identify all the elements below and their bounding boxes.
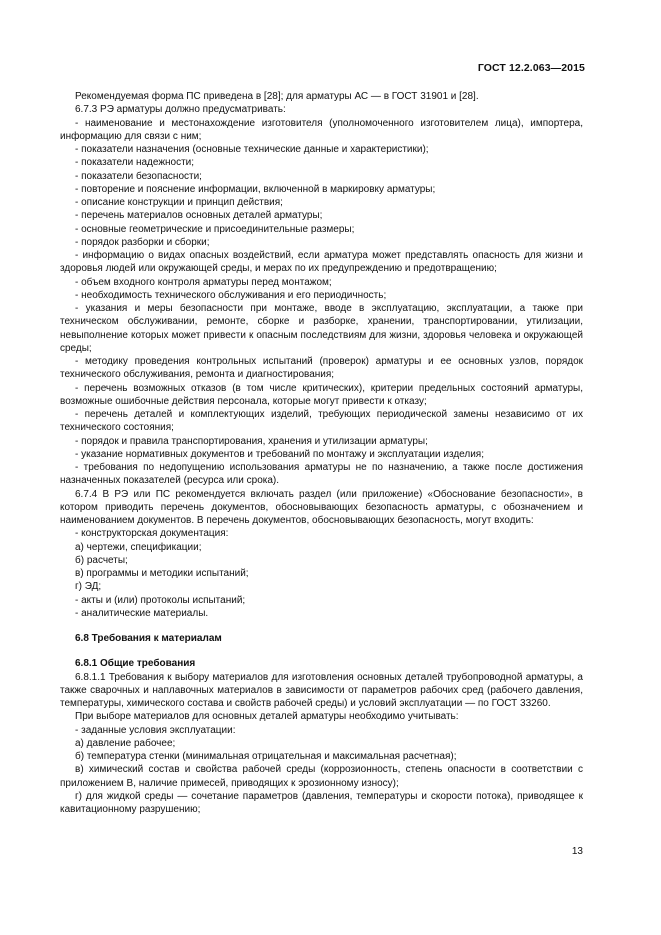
list-item: г) для жидкой среды — сочетание параметров (давления, температуры и скорости потока), приводящее к кавитационному разрушению;	[60, 790, 583, 815]
list-item: - указание нормативных документов и требований по монтажу и эксплуатации изделия;	[75, 448, 484, 460]
list-item: б) температура стенки (минимальная отрицательная и максимальная расчетная);	[75, 751, 457, 762]
list-item: - повторение и пояснение информации, включенной в маркировку арматуры;	[75, 183, 436, 195]
list-item: - перечень материалов основных деталей арматуры;	[75, 210, 323, 222]
list-item: - основные геометрические и присоединительные размеры;	[75, 223, 355, 235]
list-item: - информацию о видах опасных воздействий, если арматура может представлять опасность для жизни и здоровья людей или окружающей среды, и мерах по их предупреждению и предотвращению;	[60, 250, 583, 275]
page-number: 13	[571, 846, 583, 857]
paragraph: 6.7.4 В РЭ или ПС рекомендуется включать раздел (или приложение) «Обоснование безопасности», в котором приводить перечень документов, обосновывающих безопасность арматуры, с обозначением и наименованием документов. В перечень документов, обосновывающих безопасность, могут входить:	[60, 488, 583, 526]
list-item: - порядок и правила транспортирования, хранения и утилизации арматуры;	[75, 435, 428, 447]
paragraph: При выборе материалов для основных деталей арматуры необходимо учитывать:	[75, 711, 459, 723]
list-item: - порядок разборки и сборки;	[75, 236, 210, 248]
section-heading: 6.8 Требования к материалам	[75, 633, 222, 644]
list-item: в) химический состав и свойства рабочей среды (коррозионность, степень опасности в соответствии с приложением В, наличие примесей, приводящих к эрозионному износу);	[60, 764, 583, 789]
list-item: - конструкторская документация:	[75, 528, 229, 540]
list-item: - перечень возможных отказов (в том числе критических), критерии предельных состояний арматуры, возможные ошибочные действия персонала, которые могут привести к отказу;	[60, 382, 583, 407]
list-item: а) чертежи, спецификации;	[75, 541, 202, 553]
list-item: - указания и меры безопасности при монтаже, вводе в эксплуатацию, эксплуатации, а также при техническом обслуживании, ремонте, сборке и разборке, хранении, транспортировании, утилизации, невыполнение которых может привести к опасным последствиям для жизни, здоровья человека и окружающей среды;	[60, 303, 583, 354]
list-item: - необходимость технического обслуживания и его периодичность;	[75, 289, 387, 301]
list-item: - показатели назначения (основные технические данные и характеристики);	[75, 144, 429, 155]
list-item: - аналитические материалы.	[75, 607, 209, 619]
paragraph: 6.7.3 РЭ арматуры должно предусматривать:	[75, 104, 286, 116]
list-item: - показатели надежности;	[75, 157, 195, 169]
list-item: б) расчеты;	[75, 554, 128, 566]
list-item: - наименование и местонахождение изготовителя (уполномоченного изготовителем лица), импортера, информацию для связи с ним;	[60, 117, 583, 142]
list-item: - описание конструкции и принцип действия;	[75, 197, 283, 208]
list-item: а) давление рабочее;	[75, 737, 176, 749]
list-item: - объем входного контроля арматуры перед монтажом;	[75, 276, 332, 288]
subsection-heading: 6.8.1 Общие требования	[75, 658, 196, 670]
list-item: в) программы и методики испытаний;	[75, 568, 249, 579]
paragraph: 6.8.1.1 Требования к выбору материалов для изготовления основных деталей трубопроводной арматуры, а также сварочных и наплавочных материалов в зависимости от параметров рабочих сред (рабочего давления, температуры, химического состава и свойств рабочей среды) и условий эксплуатации — по ГОСТ 33260.	[60, 671, 583, 709]
page-body	[60, 90, 583, 816]
list-item: - заданные условия эксплуатации:	[75, 724, 236, 736]
list-item: - показатели безопасности;	[75, 170, 202, 182]
paragraph: Рекомендуемая форма ПС приведена в [28]; для арматуры АС — в ГОСТ 31901 и [28].	[75, 91, 479, 102]
list-item: - методику проведения контрольных испытаний (проверок) арматуры и ее основных узлов, порядок технического обслуживания, ремонта и диагностирования;	[60, 356, 583, 381]
list-item: - акты и (или) протоколы испытаний;	[75, 594, 246, 606]
list-item: - требования по недопущению использования арматуры не по назначению, а также после достижения назначенных показателей (ресурса или срока).	[60, 462, 583, 487]
document-code: ГОСТ 12.2.063—2015	[477, 62, 585, 74]
list-item: г) ЭД;	[75, 581, 102, 593]
list-item: - перечень деталей и комплектующих изделий, требующих периодической замены независимо от их технического состояния;	[60, 409, 583, 434]
